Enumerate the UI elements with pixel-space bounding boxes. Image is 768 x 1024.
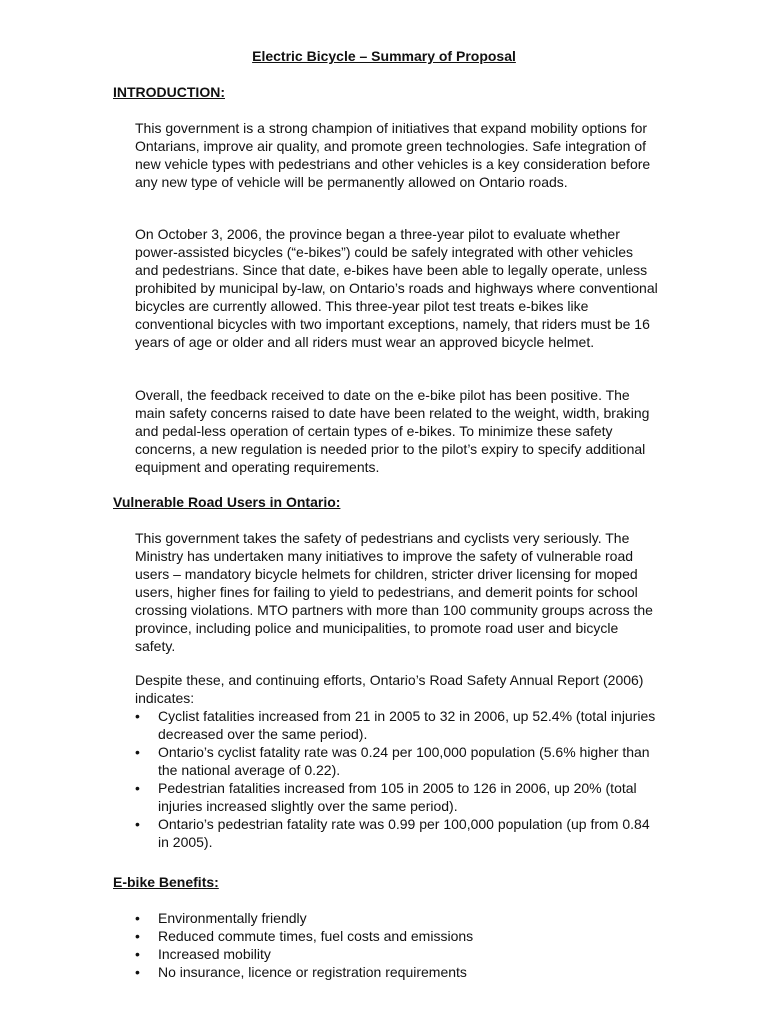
list-item-text: Pedestrian fatalities increased from 105 in 2005 to 126 in 2006, up 20% (total injuries increased slightly over the same period).: [158, 780, 637, 814]
bullet-icon: •: [135, 744, 140, 760]
list-item: [135, 909, 660, 927]
road-safety-statistics-list: [135, 707, 660, 851]
vulnerable-paragraph-2: Despite these, and continuing efforts, Ontario’s Road Safety Annual Report (2006) indicates:: [135, 672, 644, 706]
introduction-paragraph-3: Overall, the feedback received to date on the e-bike pilot has been positive. The main safety concerns raised to date have been related to the weight, width, braking and pedal-less operation of certain types of e-bikes. To minimize these safety concerns, a new regulation is needed prior to the pilot’s expiry to specify additional equipment and operating requirements.: [135, 387, 650, 475]
list-item-text: Environmentally friendly: [158, 910, 307, 926]
bullet-icon: •: [135, 708, 140, 724]
document-title: Electric Bicycle – Summary of Proposal: [252, 48, 516, 64]
bullet-icon: •: [135, 910, 140, 926]
ebike-benefits-heading: E-bike Benefits:: [113, 874, 219, 890]
list-item: [135, 743, 660, 779]
bullet-icon: •: [135, 816, 140, 832]
introduction-paragraph-1: This government is a strong champion of initiatives that expand mobility options for Ontarians, improve air quality, and promote green technologies. Safe integration of new vehicle types with pedestrians and other vehicles is a key consideration before any new type of vehicle will be permanently allowed on Ontario roads.: [135, 120, 651, 190]
introduction-paragraph-2: On October 3, 2006, the province began a three-year pilot to evaluate whether power-assisted bicycles (“e-bikes”) could be safely integrated with other vehicles and pedestrians. Since that date, e-bikes have been able to legally operate, unless prohibited by municipal by-law, on Ontario’s roads and highways where conventional bicycles are currently allowed. This three-year pilot test treats e-bikes like conventional bicycles with two important exceptions, namely, that riders must be 16 years of age or older and all riders must wear an approved bicycle helmet.: [135, 226, 658, 350]
vulnerable-paragraph-1: This government takes the safety of pedestrians and cyclists very seriously. The Ministry has undertaken many initiatives to improve the safety of vulnerable road users – mandatory bicycle helmets for children, stricter driver licensing for moped users, higher fines for failing to yield to pedestrians, and demerit points for school crossing violations. MTO partners with more than 100 community groups across the province, including police and municipalities, to promote road user and bicycle safety.: [135, 530, 653, 654]
ebike-benefits-list: [135, 909, 660, 981]
list-item-text: Ontario’s pedestrian fatality rate was 0.99 per 100,000 population (up from 0.84 in 2005).: [158, 816, 650, 850]
bullet-icon: •: [135, 946, 140, 962]
bullet-icon: •: [135, 928, 140, 944]
list-item-text: Cyclist fatalities increased from 21 in 2005 to 32 in 2006, up 52.4% (total injuries decreased over the same period).: [158, 708, 656, 742]
list-item: [135, 927, 660, 945]
list-item: [135, 707, 660, 743]
list-item-text: No insurance, licence or registration requirements: [158, 964, 467, 980]
list-item: [135, 815, 660, 851]
vulnerable-road-users-heading: Vulnerable Road Users in Ontario:: [113, 494, 341, 510]
bullet-icon: •: [135, 964, 140, 980]
list-item-text: Reduced commute times, fuel costs and emissions: [158, 928, 474, 944]
list-item: [135, 963, 660, 981]
list-item-text: Increased mobility: [158, 946, 271, 962]
introduction-heading: INTRODUCTION:: [113, 84, 225, 100]
list-item: [135, 779, 660, 815]
bullet-icon: •: [135, 780, 140, 796]
list-item-text: Ontario’s cyclist fatality rate was 0.24 per 100,000 population (5.6% higher than the national average of 0.22).: [158, 744, 650, 778]
list-item: [135, 945, 660, 963]
